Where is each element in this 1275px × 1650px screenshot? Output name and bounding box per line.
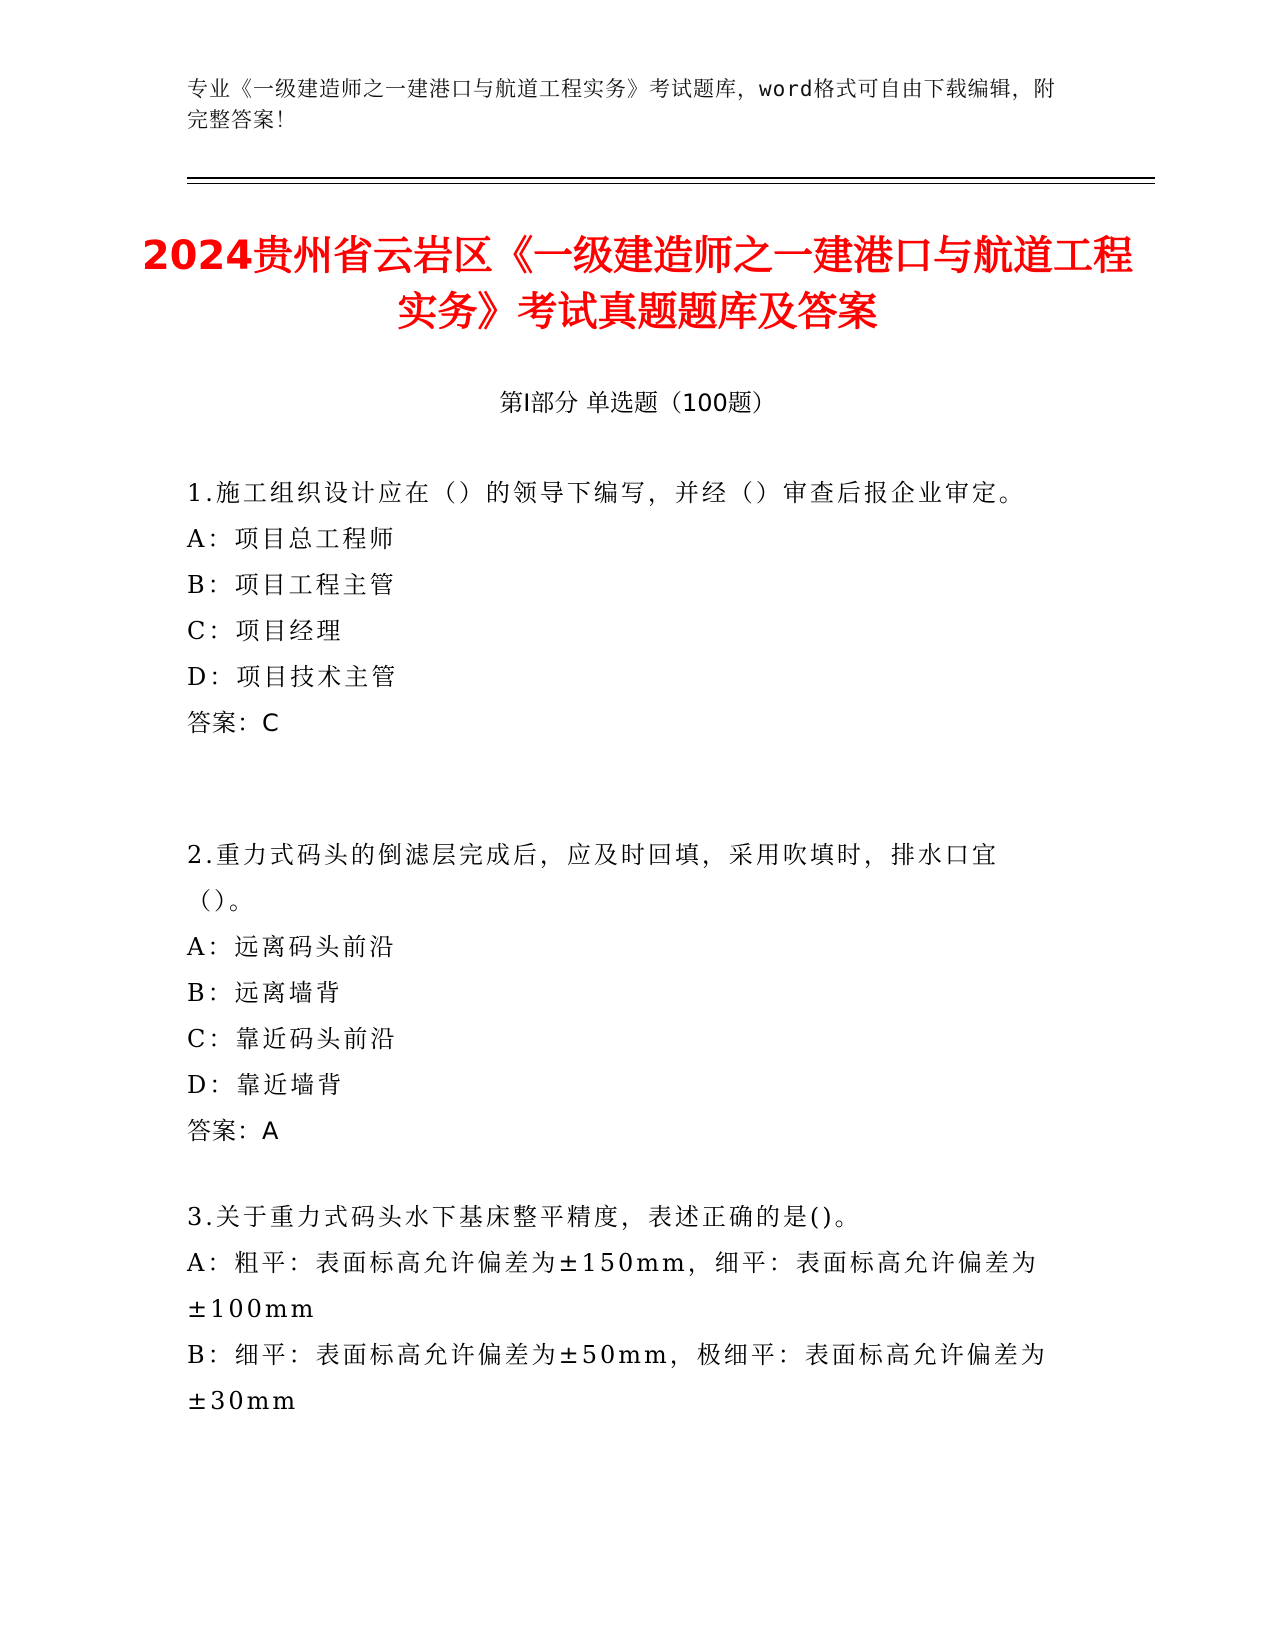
option-a: A：粗平：表面标高允许偏差为±150mm，细平：表面标高允许偏差为±100mm: [187, 1249, 1039, 1323]
option-a: A：项目总工程师: [187, 525, 397, 553]
question-stem: 1.施工组织设计应在（）的领导下编写，并经（）审查后报企业审定。: [187, 479, 1026, 507]
question-block-3: [187, 1194, 1067, 1424]
option-d: D：靠近墙背: [187, 1071, 345, 1099]
header-divider-thick: [187, 177, 1155, 179]
option-b: B：远离墙背: [187, 979, 343, 1007]
option-d: D：项目技术主管: [187, 663, 399, 691]
option-c: C：靠近码头前沿: [187, 1025, 398, 1053]
section-title: 第Ⅰ部分 单选题（100题）: [499, 389, 776, 417]
answer-label: 答案：A: [187, 1117, 280, 1145]
header-divider-thin: [187, 183, 1155, 184]
document-title: 2024贵州省云岩区《一级建造师之一建港口与航道工程实务》考试真题题库及答案: [141, 233, 1134, 335]
question-stem: 3.关于重力式码头水下基床整平精度，表述正确的是()。: [187, 1203, 862, 1231]
header-note: 专业《一级建造师之一建港口与航道工程实务》考试题库，word格式可自由下载编辑，附完整答案！: [187, 77, 1056, 132]
option-b: B：细平：表面标高允许偏差为±50mm，极细平：表面标高允许偏差为±30mm: [187, 1341, 1048, 1415]
answer-label: 答案：C: [187, 709, 280, 737]
option-c: C：项目经理: [187, 617, 344, 645]
question-block-2: [187, 832, 1067, 1154]
option-a: A：远离码头前沿: [187, 933, 397, 961]
option-b: B：项目工程主管: [187, 571, 397, 599]
question-stem: 2.重力式码头的倒滤层完成后，应及时回填，采用吹填时，排水口宜（）。: [187, 841, 999, 915]
question-block-1: [187, 470, 1067, 746]
